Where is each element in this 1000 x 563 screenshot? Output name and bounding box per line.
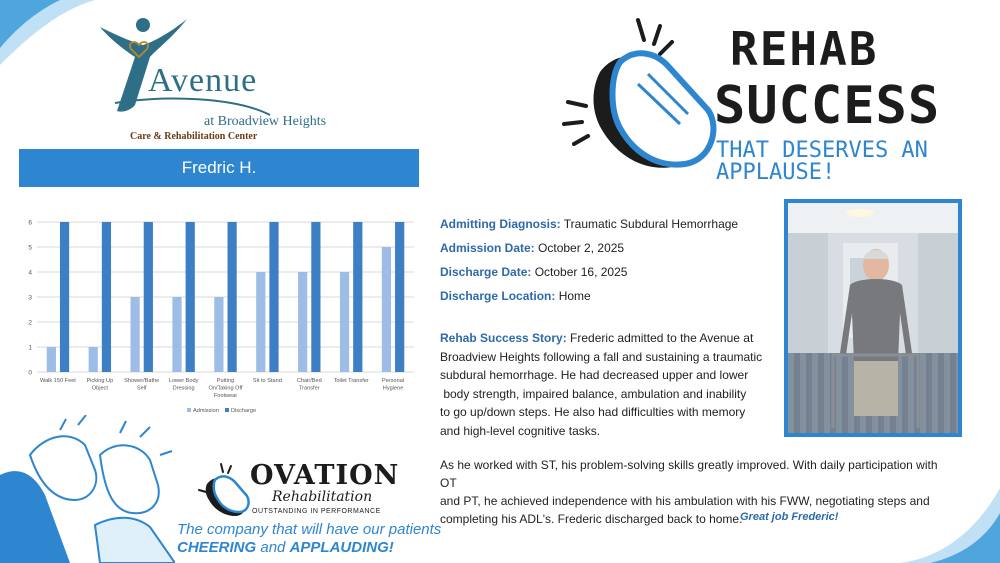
- patient-photo-illustration: [788, 203, 958, 433]
- bar-admission: [131, 297, 140, 372]
- story-line: and PT, he achieved independence with his ambulation with his FWW, negotiating steps and: [440, 494, 930, 508]
- clapping-illustration: [0, 415, 175, 563]
- bar-admission: [47, 347, 56, 372]
- corner-swoosh-top-left: [0, 0, 95, 70]
- header-line-2: SUCCESS: [714, 76, 941, 136]
- ovation-tagline: OUTSTANDING IN PERFORMANCE: [252, 508, 381, 515]
- slogan-applauding: APPLAUDING!: [289, 539, 394, 556]
- bar-discharge: [102, 222, 111, 372]
- ovation-slogan-line-1: The company that will have our patients: [177, 521, 442, 538]
- story-line: Broadview Heights following a fall and sustaining a traumatic: [440, 349, 763, 364]
- x-tick-label: Toilet Transfer: [333, 378, 369, 384]
- clapping-hands-icon: [560, 12, 720, 177]
- bar-admission: [256, 272, 265, 372]
- logo-subtitle: Care & Rehabilitation Center: [130, 131, 258, 142]
- admission-line: [440, 241, 624, 255]
- x-tick-label: Personal: [382, 378, 405, 384]
- bar-discharge: [269, 222, 278, 372]
- success-story: [440, 329, 775, 440]
- bar-discharge: [186, 222, 195, 372]
- admission-label: Admission Date:: [440, 241, 535, 255]
- x-tick-label: Shower/Bathe: [124, 378, 160, 384]
- story-line: body strength, impaired balance, ambulation and inability: [440, 386, 747, 401]
- story-line: Frederic admitted to the Avenue at: [566, 331, 754, 345]
- x-tick-label: On/Taking Off: [208, 385, 243, 392]
- location-label: Discharge Location:: [440, 289, 556, 303]
- header-tagline: THAT DESERVES AN APPLAUSE!: [716, 138, 928, 185]
- story-line: and high-level cognitive tasks.: [440, 423, 601, 438]
- story-line: As he worked with ST, his problem-solving skills greatly improved. With daily participation with OT: [440, 458, 938, 490]
- ovation-sub: Rehabilitation: [272, 489, 373, 505]
- bar-discharge: [311, 222, 320, 372]
- discharge-label: Discharge Date:: [440, 265, 532, 279]
- x-tick-label: Picking Up: [86, 378, 114, 384]
- x-tick-label: Hygiene: [382, 385, 404, 392]
- diagnosis-value: Traumatic Subdural Hemorrhage: [563, 217, 739, 231]
- y-tick-label: 6: [28, 219, 32, 227]
- ovation-slogan-line-2: [177, 540, 394, 555]
- x-tick-label: Walk 150 Feet: [40, 378, 76, 384]
- progress-bar-chart: [22, 210, 422, 425]
- x-tick-label: Object: [91, 385, 108, 392]
- discharge-value: October 16, 2025: [534, 265, 628, 279]
- bar-discharge: [228, 222, 237, 372]
- patient-name: Fredric H.: [181, 158, 257, 177]
- story-label: Rehab Success Story:: [440, 331, 567, 345]
- patient-name-banner: [19, 149, 419, 187]
- logo-location: at Broadview Heights: [204, 114, 327, 129]
- bar-discharge: [353, 222, 362, 372]
- diagnosis-line: [440, 217, 738, 231]
- closing-message: Great job Frederic!: [740, 511, 839, 523]
- location-line: [440, 289, 591, 303]
- y-tick-label: 3: [28, 294, 32, 302]
- y-tick-label: 4: [28, 269, 32, 277]
- x-tick-label: Transfer: [298, 385, 320, 392]
- bar-discharge: [60, 222, 69, 372]
- bar-admission: [340, 272, 349, 372]
- bar-discharge: [395, 222, 404, 372]
- x-tick-label: Self: [136, 385, 147, 392]
- legend-swatch: [187, 408, 191, 412]
- legend-label: Admission: [193, 408, 219, 414]
- x-tick-label: Chair/Bed: [296, 378, 322, 384]
- x-tick-label: Lower Body: [168, 378, 199, 384]
- admission-value: October 2, 2025: [538, 241, 625, 255]
- story-line: subdural hemorrhage. He had decreased upper and lower: [440, 368, 749, 382]
- bar-admission: [382, 247, 391, 372]
- logo-name: Avenue: [148, 62, 258, 99]
- legend-swatch: [225, 408, 229, 412]
- bar-admission: [172, 297, 181, 372]
- y-tick-label: 5: [28, 244, 32, 252]
- story-line: to go up/down steps. He also had difficulties with memory: [440, 405, 746, 419]
- story-line: completing his ADL's. Frederic discharged back to home.: [440, 512, 743, 526]
- location-value: Home: [558, 289, 591, 303]
- slogan-cheering: CHEERING: [177, 539, 257, 556]
- ovation-name: OVATION: [250, 460, 400, 491]
- bar-admission: [89, 347, 98, 372]
- patient-photo: [784, 199, 962, 437]
- discharge-line: [440, 265, 627, 279]
- slogan-and: and: [256, 539, 290, 556]
- y-tick-label: 0: [28, 369, 32, 377]
- x-tick-label: Dressing: [172, 385, 195, 392]
- bar-admission: [214, 297, 223, 372]
- bar-admission: [298, 272, 307, 372]
- y-tick-label: 1: [28, 344, 32, 352]
- header-line-1: REHAB: [730, 22, 879, 76]
- legend-label: Discharge: [231, 408, 257, 414]
- ovation-hands-icon: [195, 462, 250, 517]
- x-tick-label: Putting: [216, 378, 235, 384]
- y-tick-label: 2: [28, 319, 32, 327]
- x-tick-label: Footwear: [213, 393, 238, 399]
- x-tick-label: Sit to Stand: [252, 378, 282, 384]
- diagnosis-label: Admitting Diagnosis:: [440, 217, 561, 231]
- bar-discharge: [144, 222, 153, 372]
- success-story-continued: [440, 456, 940, 528]
